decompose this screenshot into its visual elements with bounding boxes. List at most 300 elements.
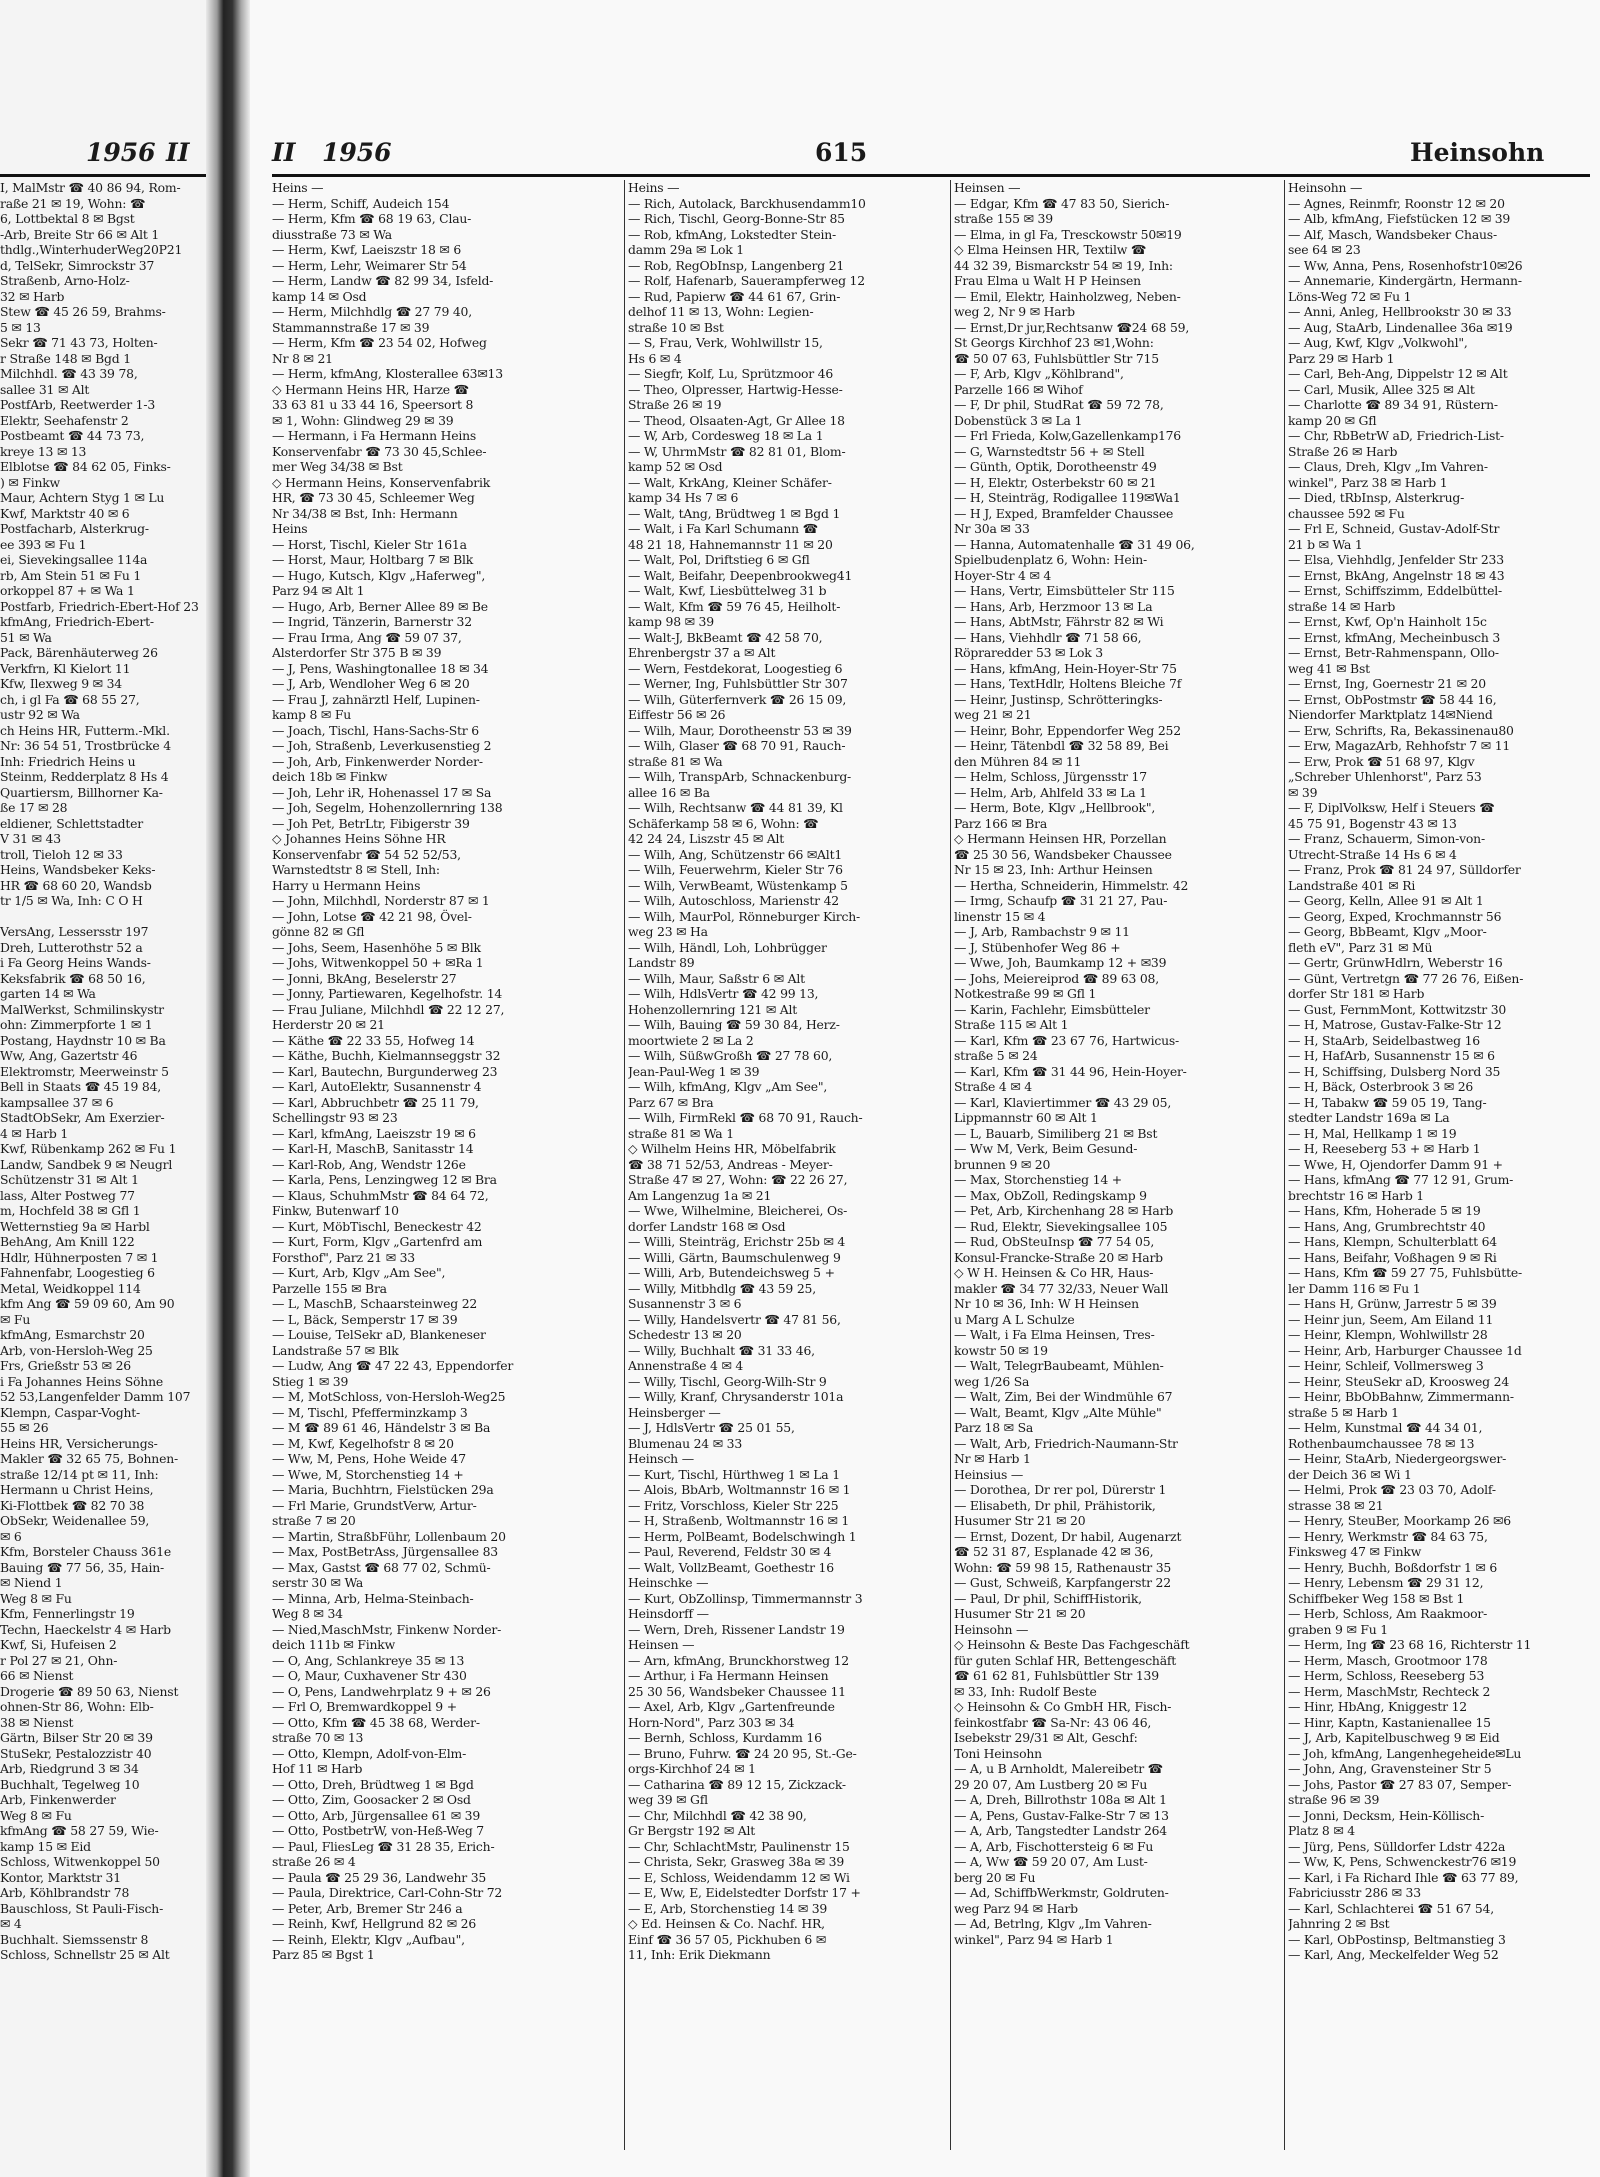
directory-entry-line: — Walt, Kfm ☎ 59 76 45, Heilholt- <box>628 598 841 614</box>
directory-entry-line: Verkfrn, Kl Kielort 11 <box>0 660 131 676</box>
directory-entry-line: Sekr ☎ 71 43 73, Holten- <box>0 335 158 350</box>
directory-entry-line: straße 7 ✉ 20 <box>272 1513 356 1528</box>
directory-entry-line: — Helm, Arb, Ahlfeld 33 ✉ La 1 <box>954 784 1147 800</box>
directory-entry-line: — Helm, Schloss, Jürgensstr 17 <box>954 769 1147 784</box>
directory-entry-line: — Erw, Schrifts, Ra, Bekassinenau80 <box>1288 722 1514 738</box>
directory-entry-line: Heins — <box>272 180 324 195</box>
directory-entry-line: — Herm, Kfm ☎ 23 54 02, Hofweg <box>272 335 487 350</box>
directory-entry-line: — Ernst, kfmAng, Mecheinbusch 3 <box>1288 629 1501 645</box>
directory-entry-line: — O, Ang, Schlankreye 35 ✉ 13 <box>272 1652 465 1668</box>
directory-entry-line: Bauschloss, St Pauli-Fisch- <box>0 1900 164 1916</box>
directory-entry-line: Am Langenzug 1a ✉ 21 <box>628 1187 772 1203</box>
directory-entry-line: gönne 82 ✉ Gfl <box>272 924 365 939</box>
directory-entry-line: — H, Schiffsing, Dulsberg Nord 35 <box>1288 1063 1501 1079</box>
right-page <box>250 0 1600 2177</box>
directory-entry-line: — Herm, kfmAng, Klosterallee 63✉13 <box>272 366 503 381</box>
directory-entry-line: — Rob, kfmAng, Lokstedter Stein- <box>628 226 837 242</box>
directory-entry-line: — Walt, Beifahr, Deepenbrookweg41 <box>628 567 853 583</box>
directory-entry-line: — Max, ObZoll, Redingskamp 9 <box>954 1187 1147 1203</box>
directory-entry-line: — A, Dreh, Billrothstr 108a ✉ Alt 1 <box>954 1792 1167 1807</box>
directory-entry-line: Toni Heinsohn <box>954 1745 1042 1761</box>
directory-entry-line: Wohn: ☎ 59 98 15, Rathenaustr 35 <box>954 1559 1172 1575</box>
directory-entry-line: 11, Inh: Erik Diekmann <box>628 1947 771 1962</box>
directory-entry-line: — Henry, Lebensm ☎ 29 31 12, <box>1288 1575 1484 1590</box>
directory-entry-line: Kwf, Si, Hufeisen 2 <box>0 1637 117 1652</box>
directory-entry-line: Nr 15 ✉ 23, Inh: Arthur Heinsen <box>954 862 1153 877</box>
directory-entry-line: — Wern, Dreh, Rissener Landstr 19 <box>628 1621 845 1637</box>
directory-entry-line: — Herm, Bote, Klgv „Hellbrook", <box>954 800 1156 815</box>
directory-entry-line: — Carl, Musik, Allee 325 ✉ Alt <box>1288 381 1475 397</box>
directory-entry-line: Susannenstr 3 ✉ 6 <box>628 1296 742 1311</box>
directory-entry-line: — Rich, Tischl, Georg-Bonne-Str 85 <box>628 211 845 226</box>
directory-entry-line: — H, Matrose, Gustav-Falke-Str 12 <box>1288 1017 1502 1032</box>
directory-entry-line: 4 ✉ Harb 1 <box>0 1125 69 1141</box>
directory-entry-line: — J, HdlsVertr ☎ 25 01 55, <box>628 1420 795 1435</box>
directory-entry-line: — J, Stübenhofer Weg 86 + <box>954 939 1121 955</box>
directory-entry-line: u Marg A L Schulze <box>954 1311 1075 1327</box>
directory-entry-line: — Herm, Kfm ☎ 68 19 63, Clau- <box>272 211 472 226</box>
directory-entry-line: — Walt, i Fa Karl Schumann ☎ <box>628 521 818 536</box>
directory-entry-line: -Arb, Breite Str 66 ✉ Alt 1 <box>0 226 160 242</box>
directory-entry-line: — Herm, Schiff, Audeich 154 <box>272 195 450 211</box>
directory-entry-line: ✉ Fu <box>0 1311 31 1327</box>
directory-entry-line: garten 14 ✉ Wa <box>0 986 96 1001</box>
directory-entry-line: VersAng, Lessersstr 197 <box>0 924 149 939</box>
directory-entry-line: Husumer Str 21 ✉ 20 <box>954 1513 1086 1528</box>
directory-entry-line: 33 63 81 u 33 44 16, Speersort 8 <box>272 397 474 412</box>
directory-entry-line: — S, Frau, Verk, Wohlwillstr 15, <box>628 335 823 350</box>
directory-entry-line: ) ✉ Finkw <box>0 474 60 490</box>
directory-entry-line: kfmAng ☎ 58 27 59, Wie- <box>0 1823 159 1838</box>
directory-entry-line: tr 1/5 ✉ Wa, Inh: C O H <box>0 893 143 908</box>
directory-entry-line: r Pol 27 ✉ 21, Ohn- <box>0 1652 118 1668</box>
directory-entry-line: — L, Bauarb, Similiberg 21 ✉ Bst <box>954 1125 1158 1141</box>
directory-entry-line: — Walt, Kwf, Liesbüttelweg 31 b <box>628 583 827 598</box>
directory-entry-line: — Willi, Gärtn, Baumschulenweg 9 <box>628 1249 841 1265</box>
directory-entry-line: Platz 8 ✉ 4 <box>1288 1823 1355 1838</box>
directory-entry-line: ße 17 ✉ 28 <box>0 800 68 815</box>
directory-entry-line: Löns-Weg 72 ✉ Fu 1 <box>1288 288 1412 304</box>
directory-entry-line: Bauing ☎ 77 56, 35, Hain- <box>0 1559 164 1575</box>
directory-entry-line: weg Parz 94 ✉ Harb <box>954 1900 1078 1916</box>
directory-entry-line: — Karl, Bautechn, Burgunderweg 23 <box>272 1063 498 1079</box>
directory-entry-line: Kfm, Borsteler Chauss 361e <box>0 1544 172 1559</box>
directory-entry-line: — H, Bäck, Osterbrook 3 ✉ 26 <box>1288 1079 1474 1094</box>
directory-entry-line: — Alois, BbArb, Woltmannstr 16 ✉ 1 <box>628 1482 851 1497</box>
directory-entry-line: Nr ✉ Harb 1 <box>954 1451 1031 1466</box>
directory-entry-line: — Karl, Ang, Meckelfelder Weg 52 <box>1288 1947 1499 1962</box>
directory-entry-line: — Walt, Arb, Friedrich-Naumann-Str <box>954 1435 1178 1451</box>
directory-entry-line: — Joh Pet, BetrLtr, Fibigerstr 39 <box>272 815 470 831</box>
directory-entry-line: ler Damm 116 ✉ Fu 1 <box>1288 1280 1421 1296</box>
directory-entry-line: — Agnes, Reinmfr, Roonstr 12 ✉ 20 <box>1288 195 1505 211</box>
directory-entry-line: Fabriciusstr 286 ✉ 33 <box>1288 1885 1421 1900</box>
directory-entry-line: straße 81 ✉ Wa 1 <box>628 1125 734 1141</box>
directory-entry-line: — A, u B Arnholdt, Malereibetr ☎ <box>954 1761 1163 1776</box>
directory-entry-line: — Ad, SchiffbWerkmstr, Goldruten- <box>954 1885 1169 1900</box>
directory-entry-line: kowstr 50 ✉ 19 <box>954 1342 1048 1358</box>
directory-entry-line: — Max, Gastst ☎ 68 77 02, Schmü- <box>272 1559 491 1575</box>
directory-entry-line: — Erw, Prok ☎ 51 68 97, Klgv <box>1288 753 1475 769</box>
directory-entry-line: — Alb, kfmAng, Fiefstücken 12 ✉ 39 <box>1288 211 1511 226</box>
directory-entry-line: — Frl E, Schneid, Gustav-Adolf-Str <box>1288 521 1500 536</box>
directory-entry-line: kfmAng, Friedrich-Ebert- <box>0 614 154 629</box>
directory-entry-line: — Joach, Tischl, Hans-Sachs-Str 6 <box>272 722 479 738</box>
directory-entry-line: — Heinr, Arb, Harburger Chaussee 1d <box>1288 1342 1522 1358</box>
directory-entry-line: ◇ Hermann Heins, Konservenfabrik <box>272 474 491 490</box>
directory-entry-line: Röpraredder 53 ✉ Lok 3 <box>954 645 1103 660</box>
directory-entry-line: — Herm, Kwf, Laeiszstr 18 ✉ 6 <box>272 242 462 257</box>
directory-entry-line: Heins, Wandsbeker Keks- <box>0 862 156 877</box>
directory-entry-line: — E, Schloss, Weidendamm 12 ✉ Wi <box>628 1869 850 1885</box>
directory-entry-line: — Annemarie, Kindergärtn, Hermann- <box>1288 273 1522 288</box>
directory-entry-line: ◇ Heinsohn & Co GmbH HR, Fisch- <box>954 1699 1172 1714</box>
directory-entry-line: Schützenstr 31 ✉ Alt 1 <box>0 1172 139 1187</box>
directory-entry-line: Parz 85 ✉ Bgst 1 <box>272 1947 375 1962</box>
directory-entry-line: Konservenfabr ☎ 73 30 45,Schlee- <box>272 443 487 459</box>
directory-entry-line: — Hans, kfmAng ☎ 77 12 91, Grum- <box>1288 1172 1514 1187</box>
directory-entry-line: — Karla, Pens, Lenzingweg 12 ✉ Bra <box>272 1172 497 1187</box>
directory-entry-line: Arb, Köhlbrandstr 78 <box>0 1885 130 1900</box>
directory-entry-line: straße 96 ✉ 39 <box>1288 1792 1380 1807</box>
directory-entry-line: thdlg.,WinterhuderWeg20P21 <box>0 242 183 257</box>
directory-entry-line: 52 53,Langenfelder Damm 107 <box>0 1389 191 1404</box>
directory-entry-line: — Theo, Olpresser, Hartwig-Hesse- <box>628 381 843 397</box>
directory-entry-line: — Rolf, Hafenarb, Sauerampferweg 12 <box>628 273 865 288</box>
directory-entry-line: winkel", Parz 38 ✉ Harb 1 <box>1288 474 1448 490</box>
directory-entry-line: — Herm, Schloss, Reeseberg 53 <box>1288 1668 1485 1683</box>
directory-entry-line: ☎ 25 30 56, Wandsbeker Chaussee <box>954 846 1172 862</box>
directory-entry-line: — Hans, Kfm, Hoherade 5 ✉ 19 <box>1288 1203 1481 1218</box>
directory-entry-line: Arb, von-Hersloh-Weg 25 <box>0 1342 153 1358</box>
directory-entry-line: Hoyer-Str 4 ✉ 4 <box>954 567 1052 583</box>
directory-entry-line: Bell in Staats ☎ 45 19 84, <box>0 1079 161 1094</box>
directory-entry-line: — Ernst, Ing, Goernestr 21 ✉ 20 <box>1288 676 1486 691</box>
directory-entry-line: — Hans, Arb, Herzmoor 13 ✉ La <box>954 598 1153 614</box>
directory-entry-line: — Hans, AbtMstr, Fährstr 82 ✉ Wi <box>954 614 1164 629</box>
directory-entry-line: — Frau Juliane, Milchhdl ☎ 22 12 27, <box>272 1001 505 1017</box>
directory-entry-line: — Hanna, Automatenhalle ☎ 31 49 06, <box>954 536 1195 552</box>
directory-entry-line: — F, DiplVolksw, Helf i Steuers ☎ <box>1288 800 1495 815</box>
directory-entry-line: — Ad, Betrlng, Klgv „Im Vahren- <box>954 1916 1152 1931</box>
directory-entry-line: — Joh, Lehr iR, Hohenassel 17 ✉ Sa <box>272 784 492 800</box>
directory-entry-line: — J, Pens, Washingtonallee 18 ✉ 34 <box>272 660 489 676</box>
directory-entry-line: fleth eV", Parz 31 ✉ Mü <box>1288 939 1433 955</box>
directory-entry-line: — A, Ww ☎ 59 20 07, Am Lust- <box>954 1854 1148 1869</box>
directory-entry-line: Blumenau 24 ✉ 33 <box>628 1435 743 1451</box>
directory-entry-line: feinkostfabr ☎ Sa-Nr: 43 06 46, <box>954 1714 1152 1730</box>
directory-entry-line: Straße 26 ✉ 19 <box>628 397 722 412</box>
directory-entry-line: — Aug, Kwf, Klgv „Volkwohl", <box>1288 335 1468 350</box>
directory-entry-line: — Claus, Dreh, Klgv „Im Vahren- <box>1288 459 1488 474</box>
directory-entry-line: 66 ✉ Nienst <box>0 1668 74 1683</box>
directory-entry-line: — Ernst, BkAng, Angelnstr 18 ✉ 43 <box>1288 567 1505 583</box>
directory-entry-line: Stew ☎ 45 26 59, Brahms- <box>0 304 166 319</box>
directory-entry-line: — Carl, Beh-Ang, Dippelstr 12 ✉ Alt <box>1288 366 1508 381</box>
directory-entry-line: Finkw, Butenwarf 10 <box>272 1203 399 1218</box>
directory-entry-line: Konservenfabr ☎ 54 52 52/53, <box>272 846 461 862</box>
directory-entry-line: — Wwe, H, Ojendorfer Damm 91 + <box>1288 1156 1503 1172</box>
directory-entry-line: Nr 34/38 ✉ Bst, Inh: Hermann <box>272 505 458 521</box>
directory-entry-line: — Wilh, FirmRekl ☎ 68 70 91, Rauch- <box>628 1110 863 1125</box>
directory-entry-line: — A, Arb, Fischottersteig 6 ✉ Fu <box>954 1838 1154 1854</box>
directory-entry-line: 21 b ✉ Wa 1 <box>1288 536 1363 552</box>
directory-entry-line: — Käthe ☎ 22 33 55, Hofweg 14 <box>272 1032 475 1048</box>
directory-entry-line: — Alf, Masch, Wandsbeker Chaus- <box>1288 226 1497 242</box>
directory-entry-line: ◇ Ed. Heinsen & Co. Nachf. HR, <box>628 1916 825 1931</box>
directory-entry-line: den Mühren 84 ✉ 11 <box>954 753 1082 769</box>
directory-entry-line: ch, i gl Fa ☎ 68 55 27, <box>0 691 140 707</box>
directory-entry-line: Alsterdorfer Str 375 B ✉ 39 <box>272 645 442 660</box>
directory-entry-line: — W, UhrmMstr ☎ 82 81 01, Blom- <box>628 443 846 459</box>
directory-entry-line: Landstraße 57 ✉ Blk <box>272 1342 399 1358</box>
directory-entry-line: Heinsius — <box>954 1466 1024 1482</box>
directory-entry-line: — A, Arb, Tangstedter Landstr 264 <box>954 1823 1167 1838</box>
directory-entry-line: — Hans, Viehhdlr ☎ 71 58 66, <box>954 629 1142 645</box>
directory-entry-line: — G, Warnstedtstr 56 + ✉ Stell <box>954 443 1145 459</box>
directory-entry-line: Landw, Sandbek 9 ✉ Neugrl <box>0 1156 173 1172</box>
directory-entry-line: — Willi, Steinträg, Erichstr 25b ✉ 4 <box>628 1234 846 1249</box>
directory-entry-line: ohn: Zimmerpforte 1 ✉ 1 <box>0 1017 153 1032</box>
column-rule <box>1284 180 1285 2150</box>
directory-entry-line: Heinsen — <box>628 1637 695 1652</box>
directory-entry-line: — Rich, Autolack, Barckhusendamm10 <box>628 195 866 211</box>
directory-entry-line: — Siegfr, Kolf, Lu, Sprützmoor 46 <box>628 366 834 381</box>
left-page-column <box>0 180 205 1963</box>
directory-entry-line: Hof 11 ✉ Harb <box>272 1761 363 1776</box>
directory-entry-line: Keksfabrik ☎ 68 50 16, <box>0 970 146 986</box>
directory-entry-line: — Günth, Optik, Dorotheenstr 49 <box>954 459 1157 474</box>
directory-entry-line: ◇ Elma Heinsen HR, Textilw ☎ <box>954 242 1147 257</box>
directory-entry-line: — Heinr, SteuSekr aD, Kroosweg 24 <box>1288 1373 1510 1389</box>
directory-entry-line: — Paul, Reverend, Feldstr 30 ✉ 4 <box>628 1544 832 1559</box>
book-gutter <box>206 0 250 2177</box>
directory-entry-line: — Wwe, Wilhelmine, Bleicherei, Os- <box>628 1203 848 1218</box>
directory-entry-line: — J, Arb, Kapitelbuschweg 9 ✉ Eid <box>1288 1730 1500 1745</box>
directory-entry-line: Heinsohn — <box>1288 180 1363 195</box>
directory-entry-line: 44 32 39, Bismarckstr 54 ✉ 19, Inh: <box>954 257 1173 273</box>
directory-entry-line: — Peter, Arb, Bremer Str 246 a <box>272 1900 463 1916</box>
directory-entry-line: 29 20 07, Am Lustberg 20 ✉ Fu <box>954 1776 1148 1792</box>
directory-entry-line: i Fa Georg Heins Wands- <box>0 955 151 970</box>
directory-entry-line: — Frau Irma, Ang ☎ 59 07 37, <box>272 629 462 645</box>
directory-entry-line: Straßenb, Arno-Holz- <box>0 273 130 288</box>
directory-entry-line: V 31 ✉ 43 <box>0 831 61 846</box>
directory-entry-line: — Käthe, Buchh, Kielmannseggstr 32 <box>272 1048 501 1063</box>
directory-entry-line: chaussee 592 ✉ Fu <box>1288 505 1405 521</box>
directory-entry-line: — Heinr jun, Seem, Am Eiland 11 <box>1288 1311 1494 1327</box>
directory-entry-line: — Karl, Kfm ☎ 23 67 76, Hartwicus- <box>954 1032 1180 1048</box>
directory-entry-line: — Jonni, BkAng, Beselerstr 27 <box>272 970 457 986</box>
directory-entry-line: Husumer Str 21 ✉ 20 <box>954 1606 1086 1621</box>
directory-entry-line: Gärtn, Bilser Str 20 ✉ 39 <box>0 1730 153 1745</box>
directory-entry-line: — H, Reeseberg 53 + ✉ Harb 1 <box>1288 1141 1481 1156</box>
directory-entry-line: Konsul-Francke-Straße 20 ✉ Harb <box>954 1249 1163 1265</box>
directory-entry-line: Heins <box>272 521 308 536</box>
directory-entry-line: Parz 29 ✉ Harb 1 <box>1288 350 1395 366</box>
directory-entry-line: i Fa Johannes Heins Söhne <box>0 1373 163 1389</box>
directory-entry-line: Ki-Flottbek ☎ 82 70 38 <box>0 1497 145 1513</box>
directory-entry-line: — Jürg, Pens, Sülldorfer Ldstr 422a <box>1288 1838 1506 1854</box>
directory-entry-line: weg 23 ✉ Ha <box>628 924 708 939</box>
directory-entry-line: — Wwe, Joh, Baumkamp 12 + ✉39 <box>954 955 1167 970</box>
directory-entry-line: dorfer Landstr 168 ✉ Osd <box>628 1218 786 1234</box>
directory-entry-line: — Arthur, i Fa Hermann Heinsen <box>628 1668 829 1683</box>
directory-entry-line: Elektr, Seehafenstr 2 <box>0 412 129 428</box>
directory-entry-line: — Karl, i Fa Richard Ihle ☎ 63 77 89, <box>1288 1869 1519 1885</box>
directory-entry-line: — Franz, Schauerm, Simon-von- <box>1288 831 1485 846</box>
directory-entry-line: — Paul, Dr phil, SchiffHistorik, <box>954 1590 1142 1606</box>
directory-entry-line: straße 14 ✉ Harb <box>1288 598 1396 614</box>
directory-entry-line: — O, Pens, Landwehrplatz 9 + ✉ 26 <box>272 1683 491 1699</box>
directory-entry-line: — Ernst, Schiffszimm, Eddelbüttel- <box>1288 583 1503 598</box>
directory-entry-line: Kwf, Rübenkamp 262 ✉ Fu 1 <box>0 1141 177 1156</box>
directory-entry-line: — Edgar, Kfm ☎ 47 83 50, Sierich- <box>954 195 1170 211</box>
directory-entry-line: — Paula, Direktrice, Carl-Cohn-Str 72 <box>272 1885 503 1900</box>
directory-entry-line: — Horst, Tischl, Kieler Str 161a <box>272 536 467 552</box>
directory-entry-line: Maur, Achtern Styg 1 ✉ Lu <box>0 490 165 505</box>
directory-entry-line: — John, Ang, Gravensteiner Str 5 <box>1288 1761 1492 1776</box>
directory-entry-line: raße 21 ✉ 19, Wohn: ☎ <box>0 195 146 211</box>
directory-entry-line: sallee 31 ✉ Alt <box>0 381 90 397</box>
directory-entry-line: ObSekr, Weidenallee 59, <box>0 1513 150 1528</box>
left-header-year: 1956 <box>86 138 156 167</box>
directory-entry-line: ◇ Hermann Heins HR, Harze ☎ <box>272 381 469 397</box>
directory-entry-line: — H J, Exped, Bramfelder Chaussee <box>954 505 1174 521</box>
directory-entry-line: Rothenbaumchaussee 78 ✉ 13 <box>1288 1435 1475 1451</box>
directory-entry-line: — Paul, FliesLeg ☎ 31 28 35, Erich- <box>272 1838 495 1854</box>
directory-entry-line: — Johs, Witwenkoppel 50 + ✉Ra 1 <box>272 955 484 970</box>
directory-entry-line: Weg 8 ✉ Fu <box>0 1807 72 1823</box>
directory-entry-line: — Hans H, Grünw, Jarrestr 5 ✉ 39 <box>1288 1296 1497 1311</box>
directory-entry-line: — Chr, Milchhdl ☎ 42 38 90, <box>628 1807 807 1823</box>
directory-entry-line: Lippmannstr 60 ✉ Alt 1 <box>954 1110 1098 1125</box>
directory-entry-line: deich 111b ✉ Finkw <box>272 1637 395 1652</box>
directory-entry-line: linenstr 15 ✉ 4 <box>954 908 1046 924</box>
directory-entry-line: — Henry, Buchh, Boßdorfstr 1 ✉ 6 <box>1288 1559 1498 1575</box>
directory-entry-line: — Johs, Seem, Hasenhöhe 5 ✉ Blk <box>272 939 481 955</box>
directory-entry-line: — Karl, Kfm ☎ 31 44 96, Hein-Hoyer- <box>954 1063 1187 1079</box>
directory-entry-line: — Kurt, Form, Klgv „Gartenfrd am <box>272 1234 483 1249</box>
directory-entry-line: 25 30 56, Wandsbeker Chaussee 11 <box>628 1683 846 1699</box>
directory-entry-line: Schäferkamp 58 ✉ 6, Wohn: ☎ <box>628 815 819 831</box>
directory-entry-line: „Schreber Uhlenhorst", Parz 53 <box>1288 769 1482 784</box>
directory-entry-line: ☎ 38 71 52/53, Andreas - Meyer- <box>628 1156 833 1172</box>
directory-entry-line: lass, Alter Postweg 77 <box>0 1187 135 1203</box>
directory-entry-line: — Arn, kfmAng, Brunckhorstweg 12 <box>628 1652 849 1668</box>
directory-entry-line: — Karl, kfmAng, Laeiszstr 19 ✉ 6 <box>272 1125 476 1141</box>
directory-entry-line: — Charlotte ☎ 89 34 91, Rüstern- <box>1288 397 1498 412</box>
directory-entry-line: — Ww, Anna, Pens, Rosenhofstr10✉26 <box>1288 257 1523 273</box>
directory-entry-line: — Wilh, Händl, Loh, Lohbrügger <box>628 939 827 955</box>
directory-entry-line: Nr: 36 54 51, Trostbrücke 4 <box>0 738 171 753</box>
column-rule <box>624 180 625 2150</box>
directory-entry-line: Wetternstieg 9a ✉ Harbl <box>0 1218 150 1234</box>
directory-entry-line: kfm Ang ☎ 59 09 60, Am 90 <box>0 1296 175 1311</box>
directory-entry-line: — Wwe, M, Storchenstieg 14 + <box>272 1466 464 1482</box>
directory-entry-line: — Wern, Festdekorat, Loogestieg 6 <box>628 660 843 676</box>
directory-entry-line: Kwf, Marktstr 40 ✉ 6 <box>0 505 130 521</box>
directory-entry-line: straße 81 ✉ Wa <box>628 753 723 769</box>
directory-entry-line: — Heinr, Justinsp, Schrötteringks- <box>954 691 1163 707</box>
directory-entry-line: Straße 47 ✉ 27, Wohn: ☎ 22 26 27, <box>628 1172 848 1187</box>
directory-entry-line: — Kurt, MöbTischl, Beneckestr 42 <box>272 1218 482 1234</box>
directory-entry-line: — Karl, ObPostinsp, Beltmanstieg 3 <box>1288 1931 1506 1947</box>
directory-entry-line: Ww, Ang, Gazertstr 46 <box>0 1048 138 1063</box>
directory-entry-line: — Hugo, Kutsch, Klgv „Haferweg", <box>272 567 486 583</box>
directory-entry-line: delhof 11 ✉ 13, Wohn: Legien- <box>628 304 814 319</box>
directory-entry-line: Schloss, Schnellstr 25 ✉ Alt <box>0 1947 170 1962</box>
directory-entry-line: — Ingrid, Tänzerin, Barnerstr 32 <box>272 614 472 629</box>
directory-entry-line: — Herb, Schloss, Am Raakmoor- <box>1288 1606 1488 1621</box>
directory-entry-line: ☎ 61 62 81, Fuhlsbüttler Str 139 <box>954 1668 1159 1683</box>
directory-entry-line: — Karl, Klaviertimmer ☎ 43 29 05, <box>954 1094 1172 1110</box>
directory-entry-line: ✉ 1, Wohn: Glindweg 29 ✉ 39 <box>272 412 454 428</box>
directory-column-2 <box>628 180 946 1963</box>
directory-entry-line: — Jonni, Decksm, Hein-Köllisch- <box>1288 1807 1485 1823</box>
directory-entry-line: — Kurt, Tischl, Hürthweg 1 ✉ La 1 <box>628 1466 840 1482</box>
directory-entry-line: Einf ☎ 36 57 05, Pickhuben 6 ✉ <box>628 1931 827 1947</box>
directory-entry-line: StuSekr, Pestalozzistr 40 <box>0 1745 152 1761</box>
directory-entry-line: Heinsberger — <box>628 1404 721 1420</box>
directory-entry-line: — M, MotSchloss, von-Hersloh-Weg25 <box>272 1389 506 1404</box>
directory-entry-line: Jahnring 2 ✉ Bst <box>1288 1916 1390 1931</box>
directory-entry-line: — Hinr, Kaptn, Kastanienallee 15 <box>1288 1714 1491 1730</box>
directory-entry-line: — Reinh, Kwf, Hellgrund 82 ✉ 26 <box>272 1916 477 1931</box>
directory-entry-line: — Dorothea, Dr rer pol, Dürerstr 1 <box>954 1482 1167 1497</box>
directory-entry-line: Heinsen — <box>954 180 1021 195</box>
directory-entry-line: Buchhalt. Siemssenstr 8 <box>0 1931 149 1947</box>
directory-entry-line <box>0 909 205 925</box>
directory-entry-line: — Günt, Vertretgn ☎ 77 26 76, Eißen- <box>1288 970 1524 986</box>
right-header-part: II <box>272 138 296 167</box>
directory-entry-line: I, MalMstr ☎ 40 86 94, Rom- <box>0 180 181 195</box>
directory-entry-line: — F, Arb, Klgv „Köhlbrand", <box>954 366 1124 381</box>
directory-entry-line: — Walt-J, BkBeamt ☎ 42 58 70, <box>628 629 823 645</box>
directory-entry-line: Ehrenbergstr 37 a ✉ Alt <box>628 645 776 660</box>
directory-entry-line: — Died, tRbInsp, Alsterkrug- <box>1288 490 1465 505</box>
directory-entry-line: — Erw, MagazArb, Rehhofstr 7 ✉ 11 <box>1288 738 1511 753</box>
directory-entry-line: — Henry, SteuBer, Moorkamp 26 ✉6 <box>1288 1513 1511 1528</box>
directory-entry-line: — Frl Marie, GrundstVerw, Artur- <box>272 1497 477 1513</box>
directory-entry-line: Niendorfer Marktplatz 14✉Niend <box>1288 707 1493 722</box>
directory-entry-line: ◇ Wilhelm Heins HR, Möbelfabrik <box>628 1141 836 1156</box>
directory-entry-line: — Reinh, Elektr, Klgv „Aufbau", <box>272 1931 465 1947</box>
directory-entry-line: — Walt, KrkAng, Kleiner Schäfer- <box>628 474 832 490</box>
directory-entry-line: Weg 8 ✉ 34 <box>272 1606 343 1621</box>
directory-column-1 <box>272 180 620 1963</box>
directory-entry-line: — Paula ☎ 25 29 36, Landwehr 35 <box>272 1869 487 1885</box>
directory-entry-line: 38 ✉ Nienst <box>0 1714 74 1730</box>
directory-entry-line: — Walt, Beamt, Klgv „Alte Mühle" <box>954 1404 1162 1420</box>
directory-entry-line: — M, Tischl, Pfefferminzkamp 3 <box>272 1404 468 1420</box>
directory-entry-line: — Ww M, Verk, Beim Gesund- <box>954 1141 1138 1156</box>
directory-entry-line: — Hans, Klempn, Schulterblatt 64 <box>1288 1234 1497 1249</box>
directory-entry-line: — Otto, Zim, Goosacker 2 ✉ Osd <box>272 1792 471 1807</box>
directory-entry-line: — Otto, Kfm ☎ 45 38 68, Werder- <box>272 1714 480 1730</box>
directory-entry-line: graben 9 ✉ Fu 1 <box>1288 1621 1388 1637</box>
directory-entry-line: der Deich 36 ✉ Wi 1 <box>1288 1466 1412 1482</box>
directory-entry-line: — Max, Storchenstieg 14 + <box>954 1172 1122 1187</box>
directory-entry-line: orgs-Kirchhof 24 ✉ 1 <box>628 1761 756 1776</box>
directory-entry-line: — Herm, Landw ☎ 82 99 34, Isfeld- <box>272 273 494 288</box>
left-page <box>0 0 212 2177</box>
directory-entry-line: — H, StaArb, Seidelbastweg 16 <box>1288 1032 1480 1048</box>
directory-entry-line: ee 393 ✉ Fu 1 <box>0 536 87 552</box>
directory-entry-line: brunnen 9 ✉ 20 <box>954 1156 1051 1172</box>
directory-entry-line: Makler ☎ 32 65 75, Bohnen- <box>0 1451 178 1466</box>
directory-entry-line: Dobenstück 3 ✉ La 1 <box>954 412 1083 428</box>
